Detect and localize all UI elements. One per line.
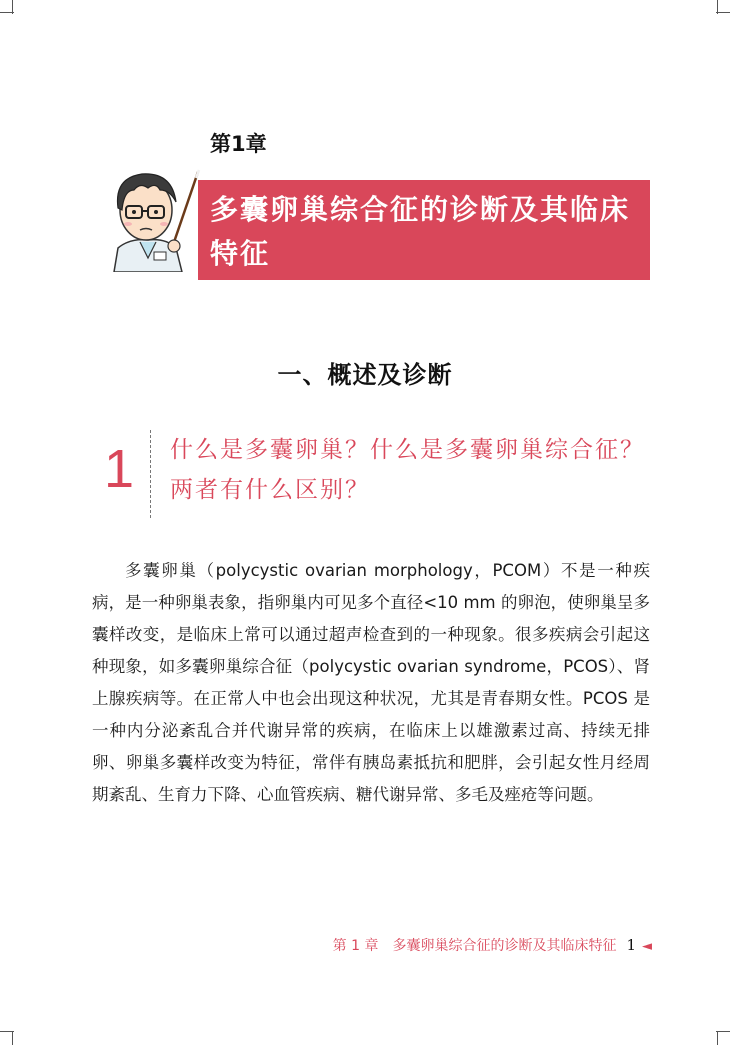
crop-mark-bottom-right-h [716, 1031, 730, 1032]
chapter-title-banner [198, 180, 650, 280]
crop-mark-bottom-left-v [12, 1031, 13, 1045]
section-heading: 一、概述及诊断 [277, 361, 453, 389]
crop-mark-top-left-h [0, 12, 14, 13]
chapter-title: 多囊卵巢综合征的诊断及其临床特征 [210, 193, 631, 270]
crop-mark-bottom-right-v [717, 1031, 718, 1045]
page-footer [333, 935, 652, 955]
page-number: 1 [626, 936, 636, 954]
crop-mark-top-right-h [716, 12, 730, 13]
crop-mark-bottom-left-h [0, 1031, 14, 1032]
cartoon-doctor-with-pointer-icon [100, 160, 204, 272]
question-title: 什么是多囊卵巢？什么是多囊卵巢综合征？两者有什么区别？ [170, 437, 645, 503]
left-triangle-icon: ◄ [642, 939, 652, 954]
question-divider [150, 430, 151, 518]
footer-chapter-ref: 第 1 章 多囊卵巢综合征的诊断及其临床特征 [332, 938, 617, 954]
question-number: 1 [104, 439, 135, 499]
body-paragraph: 多囊卵巢（polycystic ovarian morphology，PCOM）不是一种疾病，是一种卵巢表象，指卵巢内可见多个直径<10 mm 的卵泡，使卵巢呈多囊样改变，是临床上常可以通过超声检查到的一种现象。很多疾病会引起这种现象，如多囊卵巢综合征（polycystic ovarian syndrome，PCOS）、肾上腺疾病等。在正常人中也会出现这种状况，尤其是青春期女性。PCOS 是一种内分泌紊乱合并代谢异常的疾病，在临床上以雄激素过高、持续无排卵、卵巢多囊样改变为特征，常伴有胰岛素抵抗和肥胖，会引起女性月经周期紊乱、生育力下降、心血管疾病、糖代谢异常、多毛及痤疮等问题。 [92, 561, 650, 804]
chapter-label: 第1章 [210, 132, 267, 156]
